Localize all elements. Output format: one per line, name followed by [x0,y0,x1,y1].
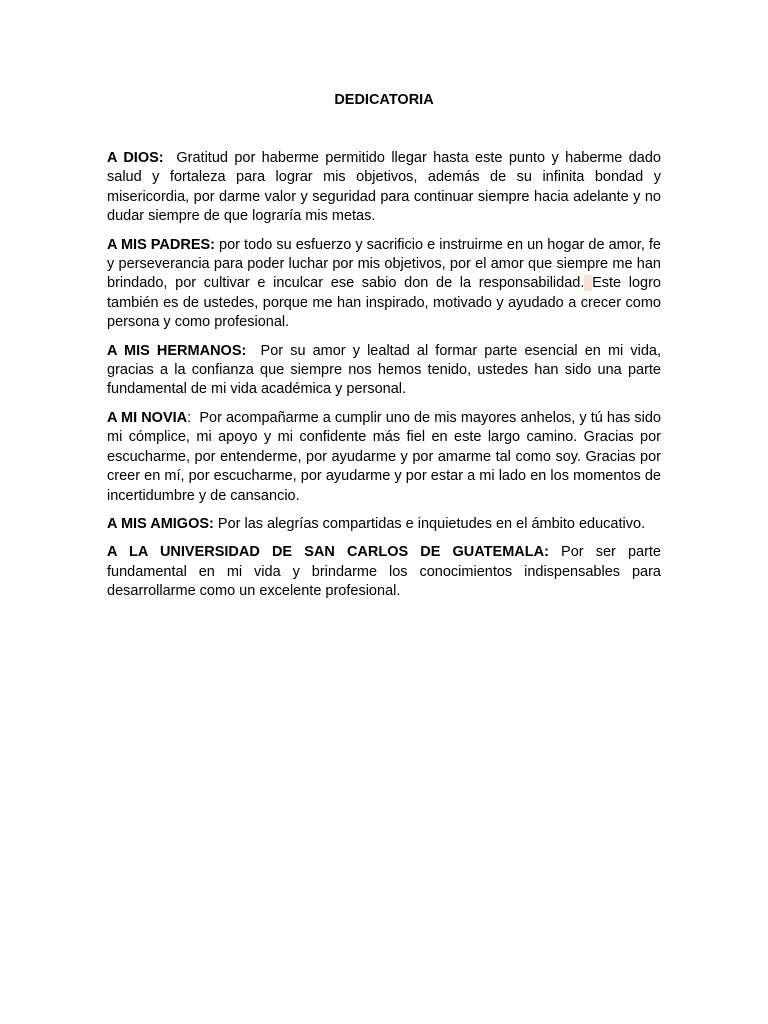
dedication-text-continued: Este logro también es de ustedes, porque me han inspirado, motivado y ayudado a crecer como persona y como profesional. [107,275,661,331]
page-title: DEDICATORIA [334,92,434,108]
dedication-label: A MI NOVIA [107,409,188,426]
dedication-text: : Por acompañarme a cumplir uno de mis mayores anhelos, y tú has sido mi cómplice, mi apoyo y mi confidente más fiel en este largo camino. Gracias por escucharme, por entenderme, por ayudarme y por amarme tal como soy. Gracias por creer en mí, por escucharme, por ayudarme y por estar a mi lado en los momentos de incertidumbre y de cansancio. [107,409,666,504]
dedication-label: A MIS HERMANOS: [107,342,247,359]
dedication-dios [107,149,666,227]
dedication-universidad [107,543,661,601]
dedication-text: Por ser parte fundamental en mi vida y brindarme los conocimientos indispensables para desarrollarme como un excelente profesional. [107,544,661,600]
dedication-text: Por las alegrías compartidas e inquietudes en el ámbito educativo. [213,515,646,532]
dedication-text: Gratitud por haberme permitido llegar hasta este punto y haberme dado salud y fortaleza para lograr mis objetivos, además de su infinita bondad y misericordia, por darme valor y seguridad para continuar siempre hacia adelante y no dudar siempre de que lograría mis metas. [107,150,666,225]
highlight-mark [584,275,592,291]
document-page [107,90,666,611]
dedication-amigos [107,515,661,534]
dedication-label: A DIOS: [107,150,164,166]
dedication-label: A MIS AMIGOS: [107,515,214,532]
dedication-hermanos [107,342,666,400]
dedication-novia [107,409,666,506]
dedication-label: A MIS PADRES: [107,236,215,253]
dedication-label: A LA UNIVERSIDAD DE SAN CARLOS DE GUATEMALA: [107,544,549,561]
dedication-text: Por su amor y lealtad al formar parte esencial en mi vida, gracias a la confianza que siempre nos hemos tenido, ustedes han sido una parte fundamental de mi vida académica y personal. [107,342,666,398]
dedication-text: por todo su esfuerzo y sacrificio e instruirme en un hogar de amor, fe y perseverancia para poder luchar por mis objetivos, por el amor que siempre me han brindado, por cultivar e inculcar ese sabio don de la responsabilidad. [107,236,661,292]
dedication-padres [107,236,661,333]
